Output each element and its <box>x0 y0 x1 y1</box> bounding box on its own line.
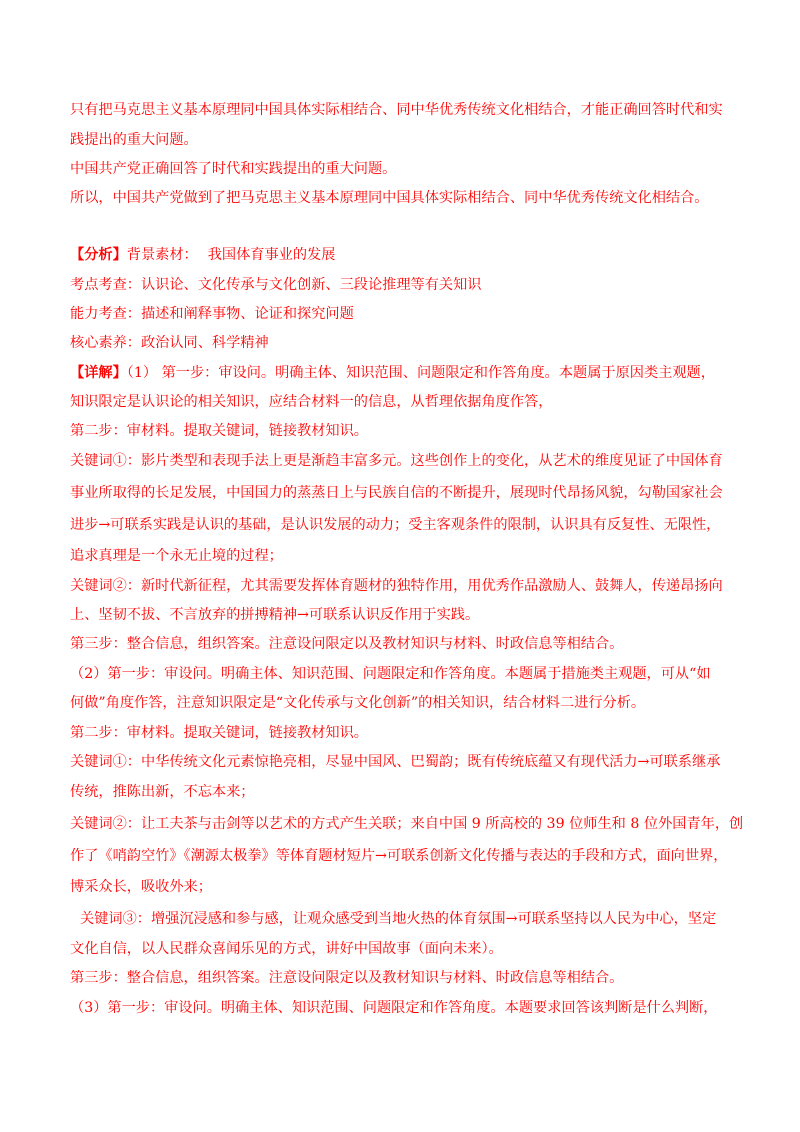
conclusion-line-3: 中国共产党正确回答了时代和实践提出的重大问题。 <box>70 161 397 177</box>
q1-keyword1-line-2: 事业所取得的长足发展，中国国力的蒸蒸日上与民族自信的不断提升，展现时代昂扬风貌，勾勒国家社会 <box>70 485 723 501</box>
q2-keyword3-line-1: 关键词③：增强沉浸感和参与感，让观众感受到当地火热的体育氛围→可联系坚持以人民为中心，坚定 <box>80 911 717 927</box>
q1-setting-text: （1） 第一步：审设问。明确主体、知识范围、问题限定和作答角度。本题属于原因类主观题， <box>126 365 715 381</box>
analysis-background <box>70 245 335 265</box>
q1-step2: 第二步：审材料。提取关键词，链接教材知识。 <box>70 423 368 439</box>
q1-keyword1-line-3: 进步→可联系实践是认识的基础，是认识发展的动力；受主客观条件的限制，认识具有反复性、无限性， <box>70 517 721 533</box>
conclusion-line-4: 所以，中国共产党做到了把马克思主义基本原理同中国具体实际相结合、同中华优秀传统文化相结合。 <box>70 190 709 206</box>
nengli-line: 能力考查：描述和阐释事物、论证和探究问题 <box>70 306 354 322</box>
conclusion-line-1: 只有把马克思主义基本原理同中国具体实际相结合、同中华优秀传统文化相结合，才能正确回答时代和实 <box>70 102 723 118</box>
q3-line-1: （3）第一步：审设问。明确主体、知识范围、问题限定和作答角度。本题要求回答该判断是什么判断， <box>70 1000 718 1016</box>
analysis-tag: 【分析】 <box>70 247 127 263</box>
detail-tag: 【详解】 <box>70 365 127 381</box>
q2-keyword1-line-2: 传统，推陈出新，不忘本来； <box>70 784 255 800</box>
q2-step2: 第二步：审材料。提取关键词，链接教材知识。 <box>70 725 368 741</box>
detail-q1-line-2: 知识限定是认识论的相关知识，应结合材料一的信息，从哲理依据角度作答， <box>70 394 553 410</box>
q1-keyword2-line-2: 上、坚韧不拔、不言放弃的拼搏精神→可联系认识反作用于实践。 <box>70 607 480 623</box>
q2-keyword2-line-3: 博采众长，吸收外来； <box>70 879 212 895</box>
q1-keyword2-line-1: 关键词②：新时代新征程，尤其需要发挥体育题材的独特作用，用优秀作品激励人、鼓舞人，传递昂扬向 <box>70 578 723 594</box>
q1-keyword1-line-1: 关键词①：影片类型和表现手法上更是渐趋丰富多元。这些创作上的变化，从艺术的维度见证了中国体育 <box>70 453 723 469</box>
q1-step3: 第三步：整合信息，组织答案。注意设问限定以及教材知识与材料、时政信息等相结合。 <box>70 636 624 652</box>
conclusion-line-2: 践提出的重大问题。 <box>70 132 198 148</box>
q2-keyword2-line-1: 关键词②：让工夫茶与击剑等以艺术的方式产生关联；来自中国 9 所高校的 39 位师生和 8 位外国青年，创 <box>70 816 744 832</box>
background-value: 我国体育事业的发展 <box>207 247 336 263</box>
background-label: 背景素材： <box>126 247 198 263</box>
detail-q1-line-1 <box>70 363 715 383</box>
q2-keyword1-line-1: 关键词①：中华传统文化元素惊艳亮相，尽显中国风、巴蜀韵；既有传统底蕴又有现代活力→可联系继承 <box>70 754 721 770</box>
q2-step3: 第三步：整合信息，组织答案。注意设问限定以及教材知识与材料、时政信息等相结合。 <box>70 970 624 986</box>
q2-line-1: （2）第一步：审设问。明确主体、知识范围、问题限定和作答角度。本题属于措施类主观题，可从“如 <box>70 666 711 682</box>
q2-line-2: 何做”角度作答，注意知识限定是“文化传承与文化创新”的相关知识，结合材料二进行分析。 <box>70 695 646 711</box>
q2-keyword3-line-2: 文化自信，以人民群众喜闻乐见的方式，讲好中国故事（面向未来）。 <box>70 941 503 957</box>
kaodian-line: 考点考查：认识论、文化传承与文化创新、三段论推理等有关知识 <box>70 277 482 293</box>
q2-keyword2-line-2: 作了《哨韵空竹》《潮源太极拳》等体育题材短片→可联系创新文化传播与表达的手段和方式，面向世界， <box>70 848 728 864</box>
q1-keyword1-line-4: 追求真理是一个永无止境的过程； <box>70 548 283 564</box>
suyang-line: 核心素养：政治认同、科学精神 <box>70 335 269 351</box>
